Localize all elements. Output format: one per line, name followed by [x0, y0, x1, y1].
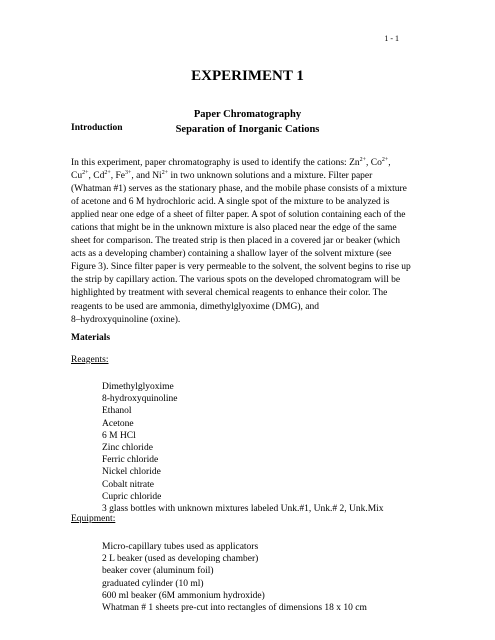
intro-line: 8–hydroxyquinoline (oxine).: [71, 314, 181, 325]
list-item: Ferric chloride: [102, 455, 159, 466]
list-item: Cobalt nitrate: [102, 479, 154, 490]
list-item: 2 L beaker (used as developing chamber): [102, 554, 259, 565]
list-item: Micro-capillary tubes used as applicators: [102, 542, 259, 552]
intro-line: highlighted by treatment with several chemical reagents to enhance their color. The: [71, 288, 388, 299]
introduction-paragraph: [71, 157, 431, 327]
list-item: 3 glass bottles with unknown mixtures labeled Unk.#1, Unk.# 2, Unk.Mix: [102, 504, 384, 515]
equipment-list: [102, 541, 367, 614]
page-number: 1 - 1: [384, 34, 399, 43]
list-item: 600 ml beaker (6M ammonium hydroxide): [102, 590, 265, 601]
subtitle-secondary: Separation of Inorganic Cations: [175, 124, 320, 135]
intro-line: of acetone and 6 M hydrochloric acid. A single spot of the mixture to be analyzed is: [71, 197, 390, 208]
list-item: Dimethylglyoxime: [102, 382, 174, 392]
intro-line: In this experiment, paper chromatography is used to identify the cations: $Zn^{2+}$, $Co^{2+}$,: [71, 157, 391, 168]
reagents-list: [102, 381, 384, 515]
intro-line: the strip by capillary action. The various spots on the developed chromatogram will be: [71, 275, 401, 286]
list-item: Cupric chloride: [102, 491, 162, 502]
list-item: beaker cover (aluminum foil): [102, 566, 214, 577]
list-item: Ethanol: [102, 406, 132, 417]
intro-line: Figure 3). Since filter paper is very permeable to the solvent, the solvent begins to rise up: [71, 262, 411, 273]
introduction-heading: Introduction: [71, 123, 123, 133]
list-item: Whatman # 1 sheets pre-cut into rectangles of dimensions 18 x 10 cm: [102, 603, 367, 614]
list-item: graduated cylinder (10 ml): [102, 578, 204, 589]
subtitle-main: Paper Chromatography: [193, 109, 302, 120]
equipment-heading: Equipment:: [71, 514, 116, 524]
list-item: Zinc chloride: [102, 443, 153, 454]
intro-line: cations that might be in the unknown mixture is also placed near the edge of the same: [71, 223, 397, 234]
intro-line: $Cu^{2+}$, $Cd^{2+}$, $Fe^{3+}$, and $Ni^{2+}$ in two unknown solutions and a mixture. Filter paper: [71, 170, 373, 182]
reagents-heading: Reagents:: [71, 355, 109, 365]
intro-line: (Whatman #1) serves as the stationary phase, and the mobile phase consists of a mixture: [71, 184, 407, 195]
materials-heading: Materials: [71, 333, 111, 343]
list-item: 6 M HCl: [102, 430, 136, 441]
list-item: Nickel chloride: [102, 467, 161, 478]
intro-line: reagents to be used are ammonia, dimethylglyoxime (DMG), and: [71, 301, 319, 312]
list-item: 8-hydroxyquinoline: [102, 394, 178, 405]
page-title: EXPERIMENT 1: [191, 68, 304, 84]
intro-line: acts as a developing chamber) containing a shallow layer of the solvent mixture (see: [71, 249, 392, 260]
list-item: Acetone: [102, 418, 134, 429]
intro-line: sheet for comparison. The treated strip is then placed in a covered jar or beaker (which: [71, 236, 401, 247]
intro-line: applied near one edge of a sheet of filter paper. A spot of solution containing each of the: [71, 210, 406, 221]
